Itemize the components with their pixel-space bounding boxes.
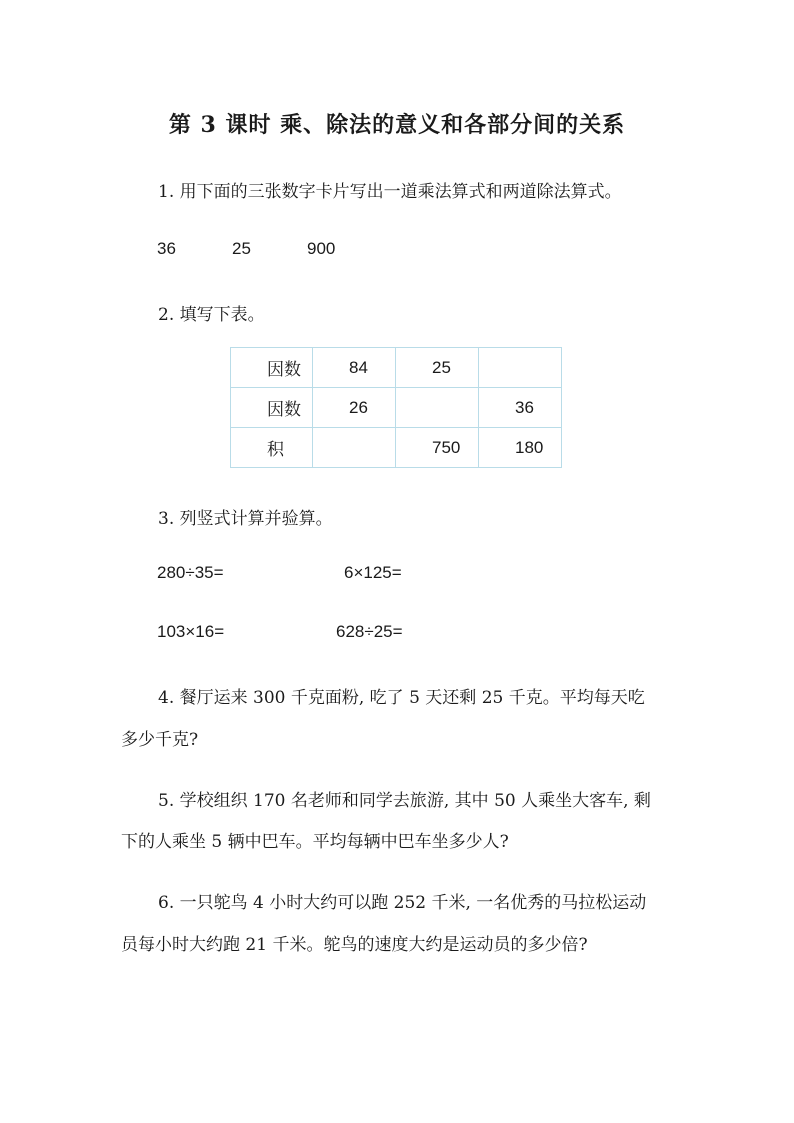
table-cell: 25 bbox=[396, 348, 479, 388]
table-cell: 因数 bbox=[231, 388, 313, 428]
question-1-text: 1. 用下面的三张数字卡片写出一道乘法算式和两道除法算式。 bbox=[158, 182, 622, 202]
table-row bbox=[231, 348, 562, 388]
page-title: 第 3 课时 乘、除法的意义和各部分间的关系 bbox=[168, 112, 626, 138]
table-cell: 750 bbox=[396, 428, 479, 468]
question-6-line-1: 6. 一只鸵鸟 4 小时大约可以跑 252 千米, 一名优秀的马拉松运动 bbox=[158, 893, 647, 913]
number-card-1: 36 bbox=[157, 239, 176, 258]
expression-3: 103×16= bbox=[157, 622, 225, 641]
table-cell: 84 bbox=[313, 348, 396, 388]
expression-2: 6×125= bbox=[344, 563, 402, 582]
number-card-3: 900 bbox=[307, 239, 336, 258]
table-row bbox=[231, 388, 562, 428]
table-cell: 因数 bbox=[231, 348, 313, 388]
expression-1: 280÷35= bbox=[157, 563, 224, 582]
table-row bbox=[231, 428, 562, 468]
table-cell bbox=[313, 428, 396, 468]
question-5-line-1: 5. 学校组织 170 名老师和同学去旅游, 其中 50 人乘坐大客车, 剩 bbox=[158, 791, 651, 811]
question-4-line-1: 4. 餐厅运来 300 千克面粉, 吃了 5 天还剩 25 千克。平均每天吃 bbox=[158, 688, 645, 708]
question-2-text: 2. 填写下表。 bbox=[158, 305, 265, 325]
question-3-text: 3. 列竖式计算并验算。 bbox=[158, 509, 333, 529]
number-card-2: 25 bbox=[232, 239, 251, 258]
table-cell: 积 bbox=[231, 428, 313, 468]
table-cell bbox=[479, 348, 562, 388]
table-cell: 36 bbox=[479, 388, 562, 428]
question-4-line-2: 多少千克? bbox=[121, 730, 199, 750]
question-5-line-2: 下的人乘坐 5 辆中巴车。平均每辆中巴车坐多少人? bbox=[121, 832, 509, 852]
table-cell bbox=[396, 388, 479, 428]
table-cell: 26 bbox=[313, 388, 396, 428]
question-6-line-2: 员每小时大约跑 21 千米。鸵鸟的速度大约是运动员的多少倍? bbox=[121, 935, 588, 955]
table-cell: 180 bbox=[479, 428, 562, 468]
factor-product-table bbox=[230, 347, 562, 468]
expression-4: 628÷25= bbox=[336, 622, 403, 641]
